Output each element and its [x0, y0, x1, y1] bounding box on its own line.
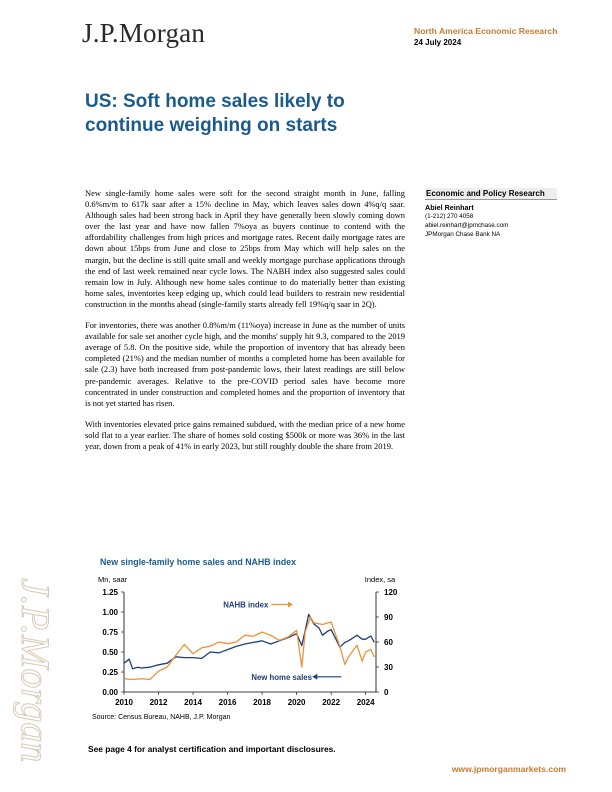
y-left-tick-label: 0.50: [102, 648, 118, 657]
y-right-tick-label: 0: [384, 688, 389, 697]
chart-labels: [92, 575, 398, 721]
sidebar-title: Economic and Policy Research: [425, 188, 557, 200]
chart-series: [124, 614, 374, 679]
report-header: [414, 26, 574, 47]
sales-annotation-label: New home sales: [251, 672, 312, 682]
chart-title: New single-family home sales and NAHB index: [100, 557, 297, 567]
analyst-phone: (1-212) 270 4058: [425, 213, 474, 220]
x-tick-label: 2012: [149, 698, 168, 707]
paragraph-1: New single-family home sales were soft for the second straight month in June, falling 0.6%m/m to 617k saar after a 15% decline in May, which leaves sales down 4%q/q saar. Although sales had been strong back in April they have generally been slowly coming down over the last year and have now fallen 7%oya as buyers continue to contend with the affordability challenges from high prices and mortgage rates. Recent daily mortgage rates are down about 15bps from June and close to 25bps from May which will help sales on the margin, but the decline is still quite small and weekly mortgage purchase applications through the end of last week remained near cycle lows. The NABH index also suggested sales could remain low in July. Although new home sales continue to do materially better than existing home sales, inventories keep edging up, which could lead builders to restrain new residential construction in the months ahead (single-family starts already fell 19%q/q saar in 2Q).: [85, 188, 405, 309]
x-tick-label: 2018: [253, 698, 271, 707]
y-right-axis-label: Index, sa: [364, 575, 396, 584]
nahb-arrow-head: [288, 602, 293, 608]
y-left-axis-label: Mn, saar: [98, 575, 128, 584]
y-right-tick-label: 90: [384, 613, 393, 622]
x-tick-label: 2016: [218, 698, 237, 707]
analyst-name: Abiel Reinhart: [425, 203, 474, 212]
new-home-sales-line: [124, 614, 374, 668]
y-left-tick-label: 0.75: [102, 628, 118, 637]
x-tick-label: 2010: [115, 698, 133, 707]
y-right-tick-label: 30: [384, 663, 393, 672]
x-tick-label: 2020: [287, 698, 306, 707]
y-left-tick-label: 1.00: [102, 608, 118, 617]
x-tick-label: 2014: [184, 698, 202, 707]
analyst-sidebar: [425, 188, 557, 239]
analyst-company: JPMorgan Chase Bank NA: [425, 231, 501, 238]
watermark-logo: [0, 570, 60, 770]
report-title: US: Soft home sales likely to continue weighing on starts: [85, 91, 345, 136]
nahb-annotation-label: NAHB index: [223, 600, 269, 610]
y-right-tick-label: 60: [384, 638, 393, 647]
x-tick-label: 2024: [356, 698, 375, 707]
analyst-email[interactable]: abiel.reinhart@jpmchase.com: [425, 222, 509, 229]
report-series: North America Economic Research: [414, 26, 558, 36]
y-right-tick-label: 120: [384, 588, 398, 597]
y-left-tick-label: 0.00: [102, 688, 118, 697]
sales-nahb-chart: [86, 555, 410, 725]
report-date: 24 July 2024: [414, 38, 462, 47]
watermark-text: J.P.Morgan: [13, 578, 58, 763]
y-left-tick-label: 0.25: [102, 668, 118, 677]
body-text: [85, 188, 405, 462]
x-tick-label: 2022: [322, 698, 341, 707]
paragraph-2: For inventories, there was another 0.8%m/m (11%oya) increase in June as the number of units available for sale set another cycle high, and the months' supply hit 9.3, compared to the 2019 average of 5.8. On the positive side, while the proportion of inventory that has already been completed (21%) and the median number of months a completed home has been available for sale (2.3) have both increased from post-pandemic lows, their latest readings are still below pre-pandemic averages. Relative to the pre-COVID period sales have become more concentrated in under construction and completed homes and the proportion of inventory that is not yet started has risen.: [85, 320, 405, 408]
chart-source: Source: Census Bureau, NAHB, J.P. Morgan: [92, 714, 231, 721]
paragraph-3: With inventories elevated price gains remained subdued, with the median price of a new home sold flat to a year earlier. The share of homes sold costing $500k or more was 36% in the last year, down from a peak of 41% in early 2023, but still roughly double the share from 2019.: [85, 418, 405, 451]
disclosure-note: See page 4 for analyst certification and important disclosures.: [88, 744, 336, 754]
sales-arrow-head: [312, 674, 317, 680]
y-left-tick-label: 1.25: [102, 588, 118, 597]
website-link[interactable]: www.jpmorganmarkets.com: [451, 764, 566, 774]
jpmorgan-logo: J.P.Morgan: [82, 18, 206, 48]
nahb-index-line: [124, 617, 374, 680]
